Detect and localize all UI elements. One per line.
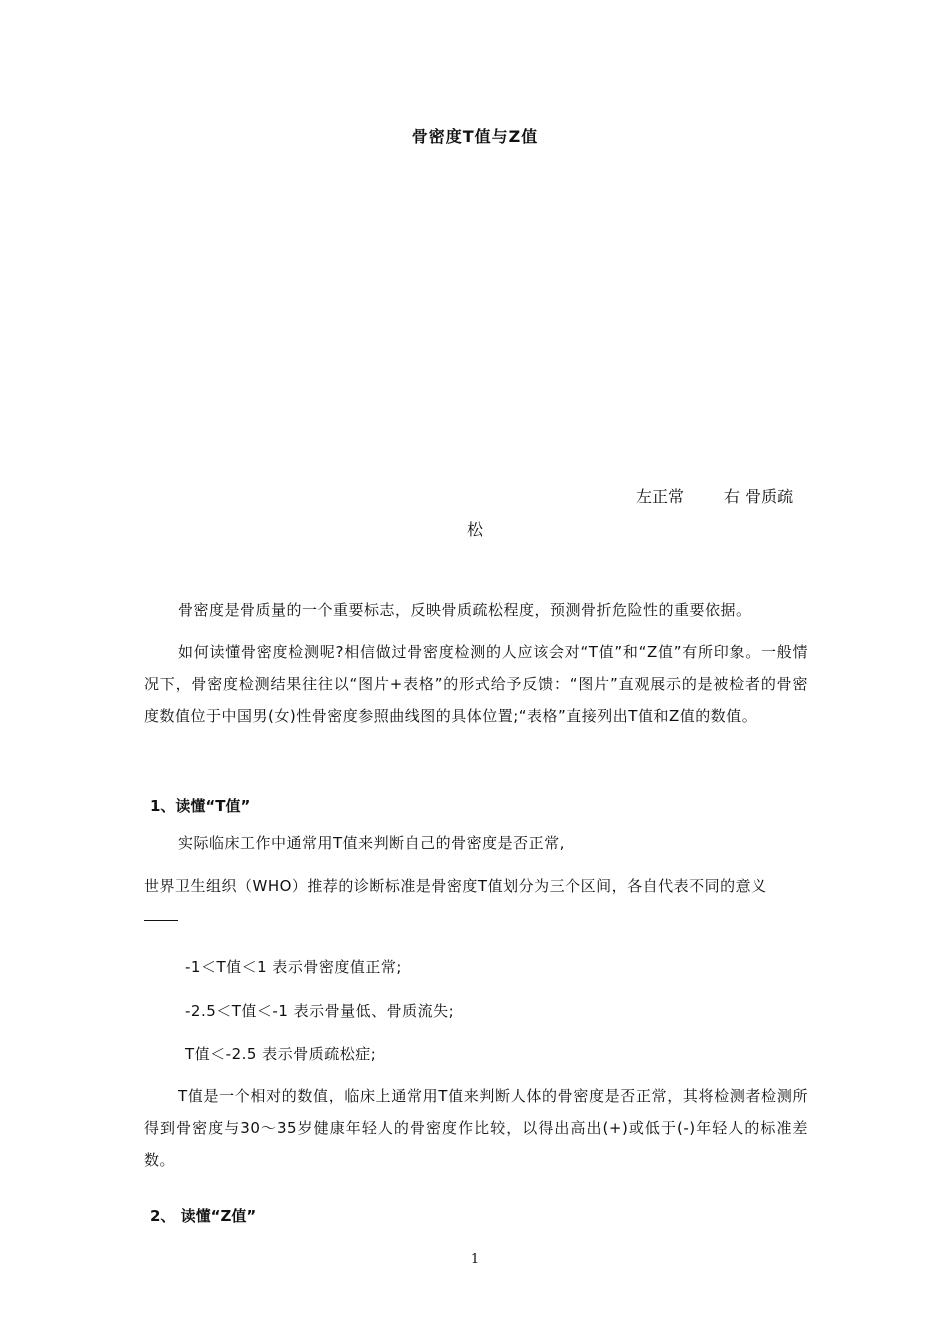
document-title: 骨密度T值与Z值 — [411, 127, 539, 146]
caption-wrap: 松 — [467, 520, 484, 539]
criteria-normal: -1＜T值＜1 表示骨密度值正常; — [185, 958, 402, 976]
page-number: 1 — [470, 1252, 480, 1267]
dash-rule — [144, 920, 178, 921]
section-heading-t-value: 1、读懂“T值” — [150, 797, 251, 815]
section-heading-z-value: 2、 读懂“Z值” — [150, 1207, 257, 1225]
caption-left: 左正常 — [636, 487, 685, 506]
paragraph-t-value-explanation: T值是一个相对的数值，临床上通常用T值来判断人体的骨密度是否正常，其将检测者检测所得到骨密度与30～35岁健康年轻人的骨密度作比较，以得出高出(+)或低于(-)年轻人的标准差数。 — [144, 1087, 808, 1169]
criteria-low-bone-mass: -2.5＜T值＜-1 表示骨量低、骨质流失; — [185, 1002, 455, 1020]
caption-right: 右 骨质疏 — [724, 487, 794, 506]
paragraph-intro: 骨密度是骨质量的一个重要标志，反映骨质疏松程度，预测骨折危险性的重要依据。 — [178, 601, 752, 619]
paragraph-who-standard: 世界卫生组织（WHO）推荐的诊断标准是骨密度T值划分为三个区间，各自代表不同的意义 — [144, 877, 767, 895]
paragraph-t-value-usage: 实际临床工作中通常用T值来判断自己的骨密度是否正常, — [178, 834, 565, 852]
criteria-osteoporosis: T值＜-2.5 表示骨质疏松症; — [185, 1045, 377, 1063]
image-caption — [636, 484, 793, 507]
paragraph-how-to-read: 如何读懂骨密度检测呢?相信做过骨密度检测的人应该会对“T值”和“Z值”有所印象。一般情况下，骨密度检测结果往往以“图片+表格”的形式给予反馈：“图片”直观展示的是被检者的骨密度数值位于中国男(女)性骨密度参照曲线图的具体位置;“表格”直接列出T值和Z值的数值。 — [144, 643, 808, 725]
